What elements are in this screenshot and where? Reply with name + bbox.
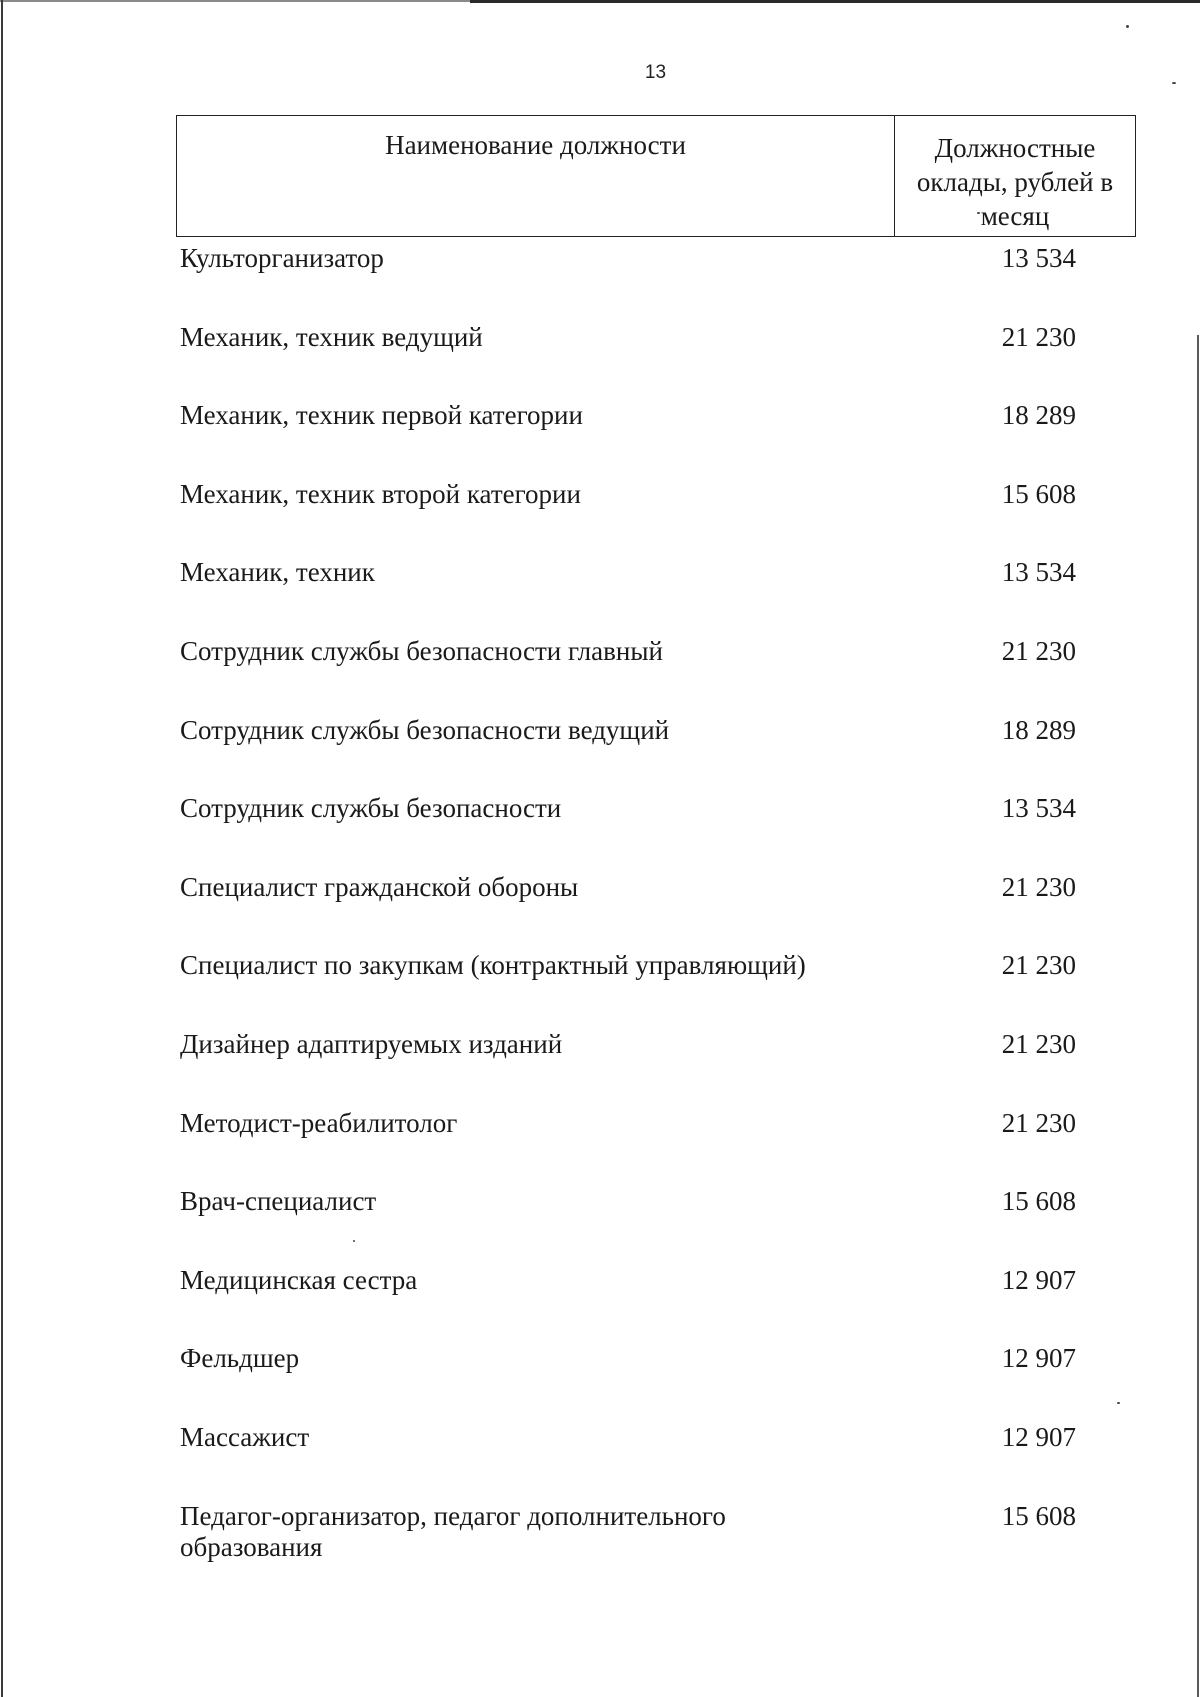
table-row xyxy=(0,400,1200,479)
table-row xyxy=(0,322,1200,401)
table-row xyxy=(0,479,1200,558)
salary-value: 21 230 xyxy=(1001,950,1076,981)
salary-value: 13 534 xyxy=(1001,243,1076,273)
page-number: 13 xyxy=(644,62,667,83)
position-name: Методист-реабилитолог xyxy=(180,1107,458,1138)
table-row xyxy=(0,1343,1200,1422)
scan-speck xyxy=(1126,25,1129,28)
position-name: Специалист по закупкам (контрактный управляющий) xyxy=(180,950,806,981)
table-row xyxy=(0,1501,1200,1580)
table-row xyxy=(0,950,1200,1029)
salary-value: 12 907 xyxy=(1001,1264,1076,1295)
table-row xyxy=(0,715,1200,794)
position-name: Сотрудник службы безопасности главный xyxy=(180,635,663,666)
table-row xyxy=(0,636,1200,715)
salary-value: 21 230 xyxy=(1001,871,1076,902)
position-name: Медицинская сестра xyxy=(180,1264,418,1295)
table-header xyxy=(176,115,1136,237)
position-name: Механик, техник первой категории xyxy=(180,400,583,431)
header-salary: Должностные оклады, рублей в месяц xyxy=(916,133,1114,231)
table-row xyxy=(0,872,1200,951)
position-name: Механик, техник ведущий xyxy=(180,321,483,352)
position-name: Механик, техник второй категории xyxy=(180,478,581,509)
position-name: Дизайнер адаптируемых изданий xyxy=(180,1028,563,1059)
position-name: Сотрудник службы безопасности xyxy=(180,793,562,824)
salary-list xyxy=(0,243,1200,1579)
salary-value: 15 608 xyxy=(1001,1186,1076,1217)
scan-edge-top-dark xyxy=(470,0,1200,3)
table-row xyxy=(0,1029,1200,1108)
salary-value: 21 230 xyxy=(1001,1107,1076,1138)
salary-value: 21 230 xyxy=(1001,321,1076,352)
table-row xyxy=(0,1186,1200,1265)
salary-value: 12 907 xyxy=(1001,1343,1076,1374)
salary-value: 21 230 xyxy=(1001,1028,1076,1059)
salary-value: 13 534 xyxy=(1001,557,1076,588)
salary-value: 12 907 xyxy=(1001,1421,1076,1452)
salary-value: 18 289 xyxy=(1001,714,1076,745)
salary-value: 18 289 xyxy=(1001,400,1076,431)
table-row xyxy=(0,1265,1200,1344)
table-row xyxy=(0,1422,1200,1501)
header-position-name: Наименование должности xyxy=(177,116,895,236)
position-name: Педагог-организатор, педагог дополнительного образования xyxy=(180,1500,726,1562)
position-name: Культорганизатор xyxy=(180,243,384,273)
salary-value: 15 608 xyxy=(1001,1500,1076,1531)
position-name: Сотрудник службы безопасности ведущий xyxy=(180,714,670,745)
position-name: Механик, техник xyxy=(180,557,375,588)
table-row xyxy=(0,1108,1200,1187)
table-row xyxy=(0,243,1200,322)
position-name: Врач-специалист xyxy=(180,1186,377,1217)
table-row xyxy=(0,557,1200,636)
salary-value: 15 608 xyxy=(1001,478,1076,509)
position-name: Специалист гражданской обороны xyxy=(180,871,579,902)
salary-value: 13 534 xyxy=(1001,793,1076,824)
position-name: Фельдшер xyxy=(180,1343,300,1374)
table-row xyxy=(0,793,1200,872)
position-name: Массажист xyxy=(180,1421,310,1452)
salary-value: 21 230 xyxy=(1001,635,1076,666)
